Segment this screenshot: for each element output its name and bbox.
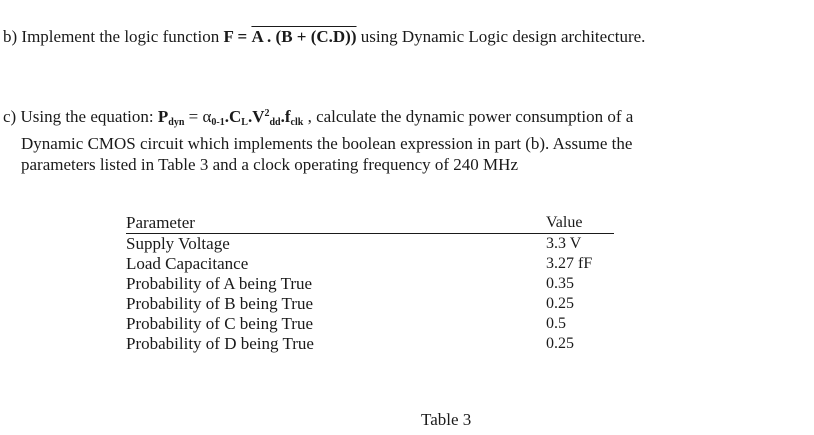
param-name: Load Capacitance (126, 254, 249, 273)
param-value: 3.3 V (546, 235, 582, 252)
table-row (126, 274, 614, 294)
part-c-line-3: parameters listed in Table 3 and a clock operating frequency of 240 MHz (21, 155, 518, 174)
param-name: Probability of C being True (126, 314, 314, 333)
part-c-text: Using the equation: (20, 107, 154, 126)
param-value: 3.27 fF (546, 255, 593, 272)
power-equation: $P_{dyn} = \alpha_{0-1}.C_L.V^2_{dd}.f_{clk}$ (157, 107, 304, 128)
header-parameter: Parameter (126, 213, 546, 234)
table-row (126, 254, 614, 274)
part-c-label: c) (3, 107, 17, 126)
table-row (126, 294, 614, 314)
part-b-text: Implement the logic function (21, 27, 220, 46)
question-part-c (3, 103, 633, 175)
table-row (126, 334, 614, 354)
param-name: Probability of A being True (126, 274, 313, 293)
part-b-text-after: using Dynamic Logic design architecture. (360, 27, 646, 46)
param-name: Supply Voltage (126, 234, 230, 253)
part-c-line-2: Dynamic CMOS circuit which implements the boolean expression in part (b). Assume the (21, 134, 633, 153)
header-value: Value (546, 213, 614, 234)
param-name: Probability of B being True (126, 294, 314, 313)
formula-lhs: F = (223, 27, 248, 46)
parameters-table (126, 213, 614, 354)
param-value: 0.5 (546, 315, 566, 332)
table-caption: Table 3 (421, 410, 472, 429)
table-row (126, 314, 614, 334)
question-part-b (3, 26, 645, 47)
part-c-line-1 (3, 103, 633, 133)
table-row (126, 234, 614, 255)
param-value: 0.35 (546, 275, 574, 292)
param-value: 0.25 (546, 335, 574, 352)
formula-rhs: A . (B + (C.D)) (251, 27, 357, 46)
part-c-text-after: , calculate the dynamic power consumption of a (307, 107, 634, 126)
part-b-label: b) (3, 27, 18, 46)
param-name: Probability of D being True (126, 334, 314, 353)
table-header-row (126, 213, 614, 234)
param-value: 0.25 (546, 295, 574, 312)
